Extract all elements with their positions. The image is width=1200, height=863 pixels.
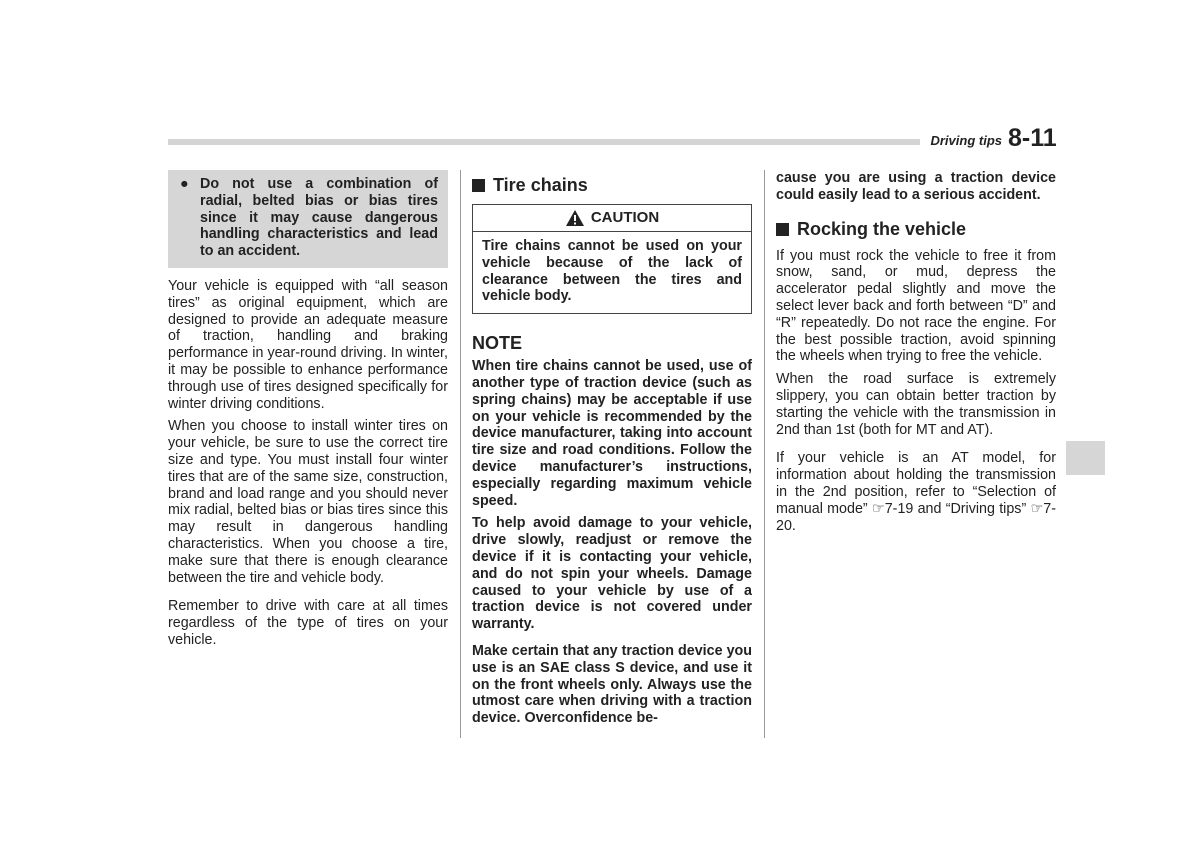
warning-text: Do not use a combination of radial, belted bias or bias tires since it may cause dangerous handling characteristics and lead to an accident.	[200, 176, 438, 260]
warning-box	[168, 170, 448, 268]
chapter-tab	[1066, 441, 1105, 475]
header-rule	[168, 139, 920, 145]
note-paragraph: Make certain that any traction device you use is an SAE class S device, and use it on the front wheels only. Always use the utmost care when driving with a traction device. Overconfidence be-	[472, 642, 752, 727]
square-bullet-icon	[776, 223, 789, 236]
caution-text: Tire chains cannot be used on your vehicle because of the lack of clearance between the tires and vehicle body.	[482, 238, 742, 305]
paragraph: Remember to drive with care at all times regardless of the type of tires on your vehicle.	[168, 598, 448, 648]
column-divider	[764, 170, 765, 738]
heading-text: Tire chains	[493, 175, 588, 195]
paragraph: When you choose to install winter tires on your vehicle, be sure to use the correct tire size and type. You must install four winter tires that are of the same size, construction, brand and load range and you should never mix radial, belted bias or bias tires since this may result in dangerous handling characteristics. When you choose a tire, make sure that there is enough clearance between the tire and vehicle body.	[168, 418, 448, 586]
paragraph: When the road surface is extremely slippery, you can obtain better traction by starting the vehicle with the transmission in 2nd than 1st (both for MT and AT).	[776, 371, 1056, 438]
section-title: Driving tips	[930, 133, 1002, 148]
right-column	[776, 170, 1056, 540]
left-column	[168, 170, 448, 655]
heading-text: Rocking the vehicle	[797, 218, 967, 239]
page-number: 8-11	[1008, 124, 1057, 152]
caution-header	[473, 205, 751, 232]
caution-box	[472, 204, 752, 314]
paragraph: Your vehicle is equipped with “all season tires” as original equipment, which are designed to provide an adequate measure of traction, handling and braking performance in year-round driving. In winter, it may be possible to enhance performance through use of tires designed specifically for winter driving conditions.	[168, 277, 448, 412]
section-heading	[472, 174, 752, 196]
bullet-icon: ●	[180, 176, 189, 192]
section-heading	[776, 218, 1056, 240]
paragraph: If your vehicle is an AT model, for information about holding the transmission in the 2nd position, refer to “Selection of manual mode” ☞7-19 and “Driving tips” ☞7-20.	[776, 450, 1056, 534]
caution-label: CAUTION	[590, 208, 660, 226]
note-title: NOTE	[472, 333, 523, 354]
note-paragraph: To help avoid damage to your vehicle, drive slowly, readjust or remove the device if it is contacting your vehicle, and do not spin your wheels. Damage caused to your vehicle by use of a traction device is not covered under warranty.	[472, 515, 752, 633]
column-divider	[460, 170, 461, 738]
warning-triangle-icon	[565, 209, 585, 227]
continued-text: cause you are using a traction device could easily lead to a serious accident.	[776, 170, 1056, 203]
middle-column	[472, 170, 752, 733]
note-paragraph: When tire chains cannot be used, use of another type of traction device (such as spring chains) may be acceptable if use on your vehicle is recommended by the device manufacturer, taking into account tire size and road conditions. Follow the device manufacturer’s instructions, especially regarding maximum vehicle speed.	[472, 358, 752, 509]
square-bullet-icon	[472, 179, 485, 192]
paragraph: If you must rock the vehicle to free it from snow, sand, or mud, depress the accelerator pedal slightly and move the select lever back and forth between “D” and “R” repeatedly. Do not race the engine. For the best possible traction, avoid spinning the wheels when trying to free the vehicle.	[776, 247, 1056, 365]
warning-bullet-item	[178, 176, 438, 260]
